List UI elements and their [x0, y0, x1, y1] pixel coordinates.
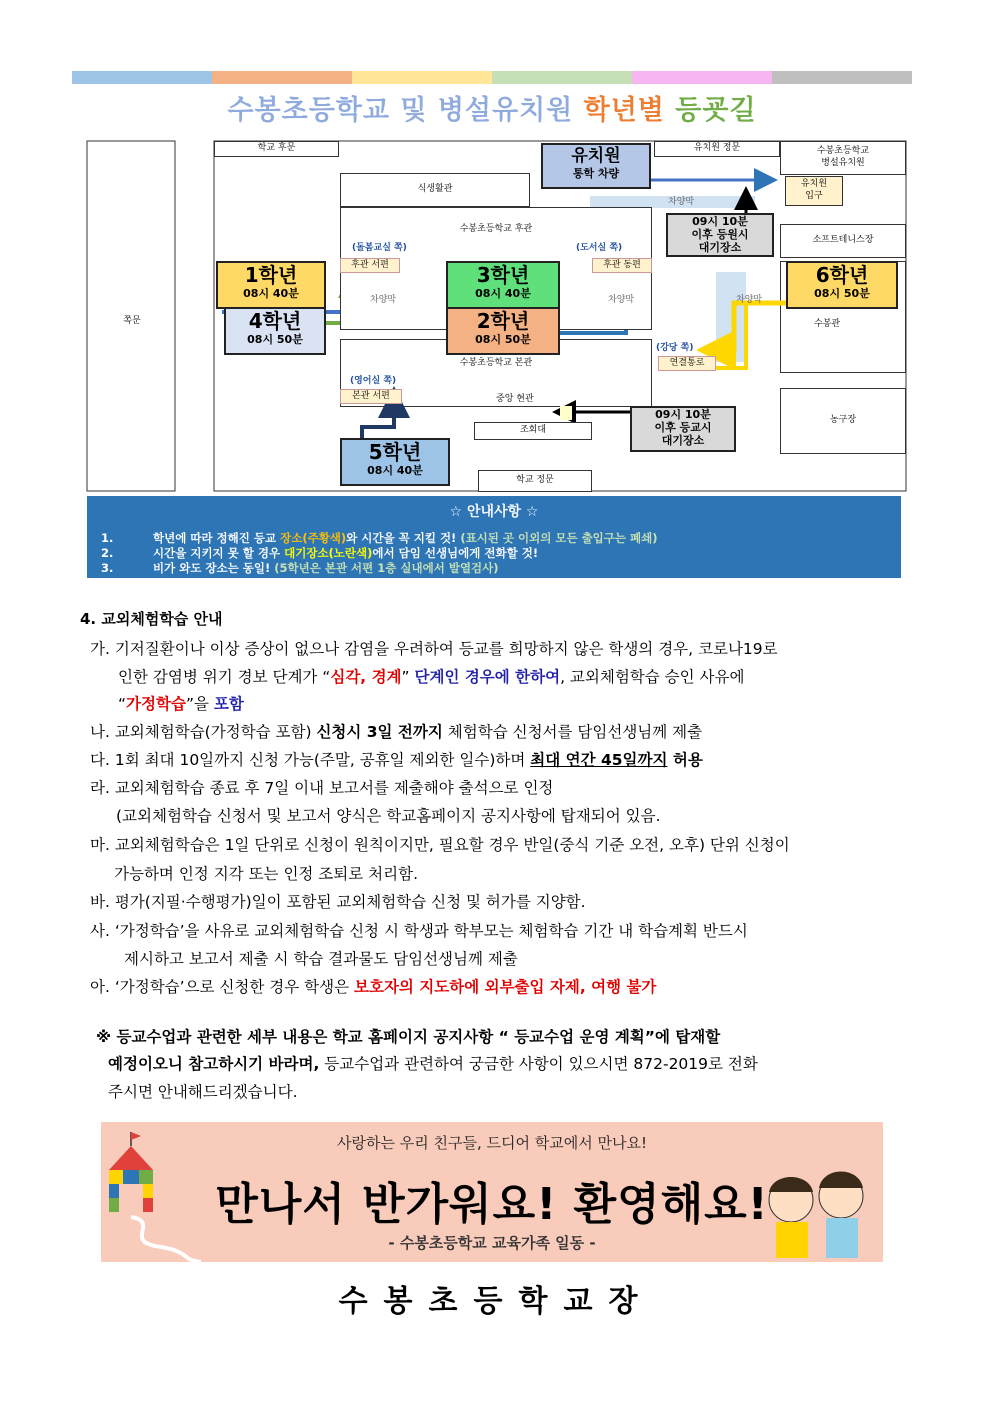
item-da: 다. 1회 최대 10일까지 신청 가능(주말, 공휴일 제외한 일수)하며 최대 연간 45일까지 허용	[90, 751, 703, 769]
main-building: 수봉초등학교 본관	[340, 339, 652, 407]
tennis-court: 소프트테니스장	[780, 224, 906, 258]
item-ga-2: 인한 감염병 위기 경보 단계가 “심각, 경계” 단계인 경우에 한하여, 교외체험학습 승인 사유에	[118, 668, 745, 686]
map-title: 수봉초등학교 및 병설유치원 학년별 등굣길	[227, 95, 757, 126]
grade3-badge: 3학년 08시 40분	[446, 261, 560, 309]
basketball-court: 농구장	[780, 388, 906, 454]
notice-item: 1. 학년에 따라 정해진 등교 장소(주황색)와 시간을 꼭 지킬 것! (표시된 곳 이외의 모든 출입구는 폐쇄)	[101, 531, 658, 545]
section-heading: 4. 교외체험학습 안내	[80, 610, 223, 628]
notice-box	[87, 496, 901, 578]
kindergarten-building: 수봉초등학교 병설유치원	[780, 141, 906, 175]
canopy-label: 차양막	[736, 295, 763, 305]
color-segment	[212, 71, 352, 84]
item-ra: 라. 교외체험학습 종료 후 7일 이내 보고서를 제출해야 출석으로 인정	[90, 779, 554, 797]
item-ma-2: 가능하며 인정 지각 또는 인정 조퇴로 처리함.	[114, 865, 419, 883]
banner-title: 만나서 반가워요! 환영해요!	[215, 1179, 769, 1230]
school-back-gate: 학교 후문	[214, 141, 339, 157]
route-grade5	[362, 402, 394, 440]
grade2-badge: 2학년 08시 50분	[446, 307, 560, 355]
canopy-label: 차양막	[608, 295, 635, 305]
item-sa: 사. ‘가정학습’을 사유로 교외체험학습 신청 시 학생과 학부모는 체험학습 기간 내 학습계획 반드시	[90, 922, 748, 940]
cafeteria: 식생활관	[340, 173, 530, 207]
kindergarten-waiting-area: 09시 10분 이후 등원시 대기장소	[666, 213, 774, 257]
grade5-badge: 5학년 08시 40분	[340, 438, 450, 486]
welcome-banner	[101, 1122, 883, 1262]
notice-item: 3. 비가 와도 장소는 동일! (5학년은 본관 서편 1층 실내에서 발열검사)	[101, 561, 499, 575]
note-line2: 예정이오니 참고하시기 바라며, 등교수업과 관련하여 궁금한 사항이 있으시면 872-2019로 전화	[108, 1055, 758, 1073]
color-segment	[72, 71, 212, 84]
item-ga-3: “가정학습”을 포함	[118, 695, 244, 713]
note-line3: 주시면 안내해드리겠습니다.	[108, 1083, 298, 1101]
school-main-gate: 학교 정문	[478, 470, 592, 492]
assembly-stand: 조회대	[474, 422, 592, 440]
rear-east-entrance: 후관 동편	[592, 258, 652, 273]
color-segment	[352, 71, 492, 84]
principal-signature: 수봉초등학교장	[338, 1284, 654, 1319]
item-a: 아. ‘가정학습’으로 신청한 경우 학생은 보호자의 지도하에 외부출입 자제, 여행 불가	[90, 978, 657, 996]
notice-item: 2. 시간을 지키지 못 할 경우 대기장소(노란색)에서 담임 선생님에게 전화할 것!	[101, 546, 539, 560]
kindergarten-entrance: 유치원 입구	[785, 176, 843, 206]
item-sa-2: 제시하고 보고서 제출 시 학습 결과물도 담임선생님께 제출	[124, 950, 518, 968]
notice-title: ☆ 안내사항 ☆	[449, 504, 539, 520]
grade6-badge: 6학년 08시 50분	[786, 261, 898, 309]
school-waiting-area: 09시 10분 이후 등교시 대기장소	[630, 406, 736, 452]
side-gate: 쪽문	[123, 316, 141, 327]
grade4-badge: 4학년 08시 50분	[224, 307, 326, 355]
campus-map	[86, 140, 908, 492]
rear-building: 수봉초등학교 후관	[340, 207, 652, 330]
color-bar	[72, 71, 912, 84]
grade1-badge: 1학년 08시 40분	[216, 261, 326, 309]
subong-hall-label: 수봉관	[814, 319, 841, 329]
item-na: 나. 교외체험학습(가정학습 포함) 신청시 3일 전까지 체험학습 신청서를 담임선생님께 제출	[90, 723, 703, 741]
item-ra-2: (교외체험학습 신청서 및 보고서 양식은 학교홈페이지 공지사항에 탑재되어 있음.	[116, 807, 661, 825]
main-entrance-mark	[560, 406, 572, 420]
main-west-entrance: 본관 서편	[340, 389, 402, 404]
item-ma: 마. 교외체험학습은 1일 단위로 신청이 원칙이지만, 필요할 경우 반일(중식 기준 오전, 오후) 단위 신청이	[90, 836, 790, 854]
english-room-side-label: (영어실 쪽)	[350, 376, 397, 386]
central-entrance-label: 중앙 현관	[496, 394, 534, 404]
library-side-label: (도서실 쪽)	[576, 243, 623, 253]
kindergarten-vehicle: 유치원 통학 차량	[541, 143, 651, 189]
color-segment	[772, 71, 912, 84]
note-line1: ※ 등교수업과 관련한 세부 내용은 학교 홈페이지 공지사항 “ 등교수업 운영 계획”에 탑재할	[96, 1028, 721, 1046]
color-segment	[632, 71, 772, 84]
kindergarten-main-gate: 유치원 정문	[654, 141, 780, 157]
canopy-label: 차양막	[668, 197, 695, 207]
rear-west-entrance: 후관 서편	[340, 258, 400, 273]
banner-signature: - 수봉초등학교 교육가족 일동 -	[388, 1234, 596, 1252]
item-ga: 가. 기저질환이나 이상 증상이 없으나 감염을 우려하여 등교를 희망하지 않은 학생의 경우, 코로나19로	[90, 640, 778, 658]
banner-subtitle: 사랑하는 우리 친구들, 드디어 학교에서 만나요!	[337, 1134, 647, 1152]
auditorium-side-label: (강당 쪽)	[656, 343, 694, 353]
care-room-side-label: (돌봄교실 쪽)	[352, 243, 407, 253]
item-ba: 바. 평가(지필·수행평가)일이 포함된 교외체험학습 신청 및 허가를 지양함.	[90, 893, 586, 911]
canopy-label: 차양막	[370, 295, 397, 305]
color-segment	[492, 71, 632, 84]
corridor-entrance: 연결통로	[658, 356, 716, 371]
